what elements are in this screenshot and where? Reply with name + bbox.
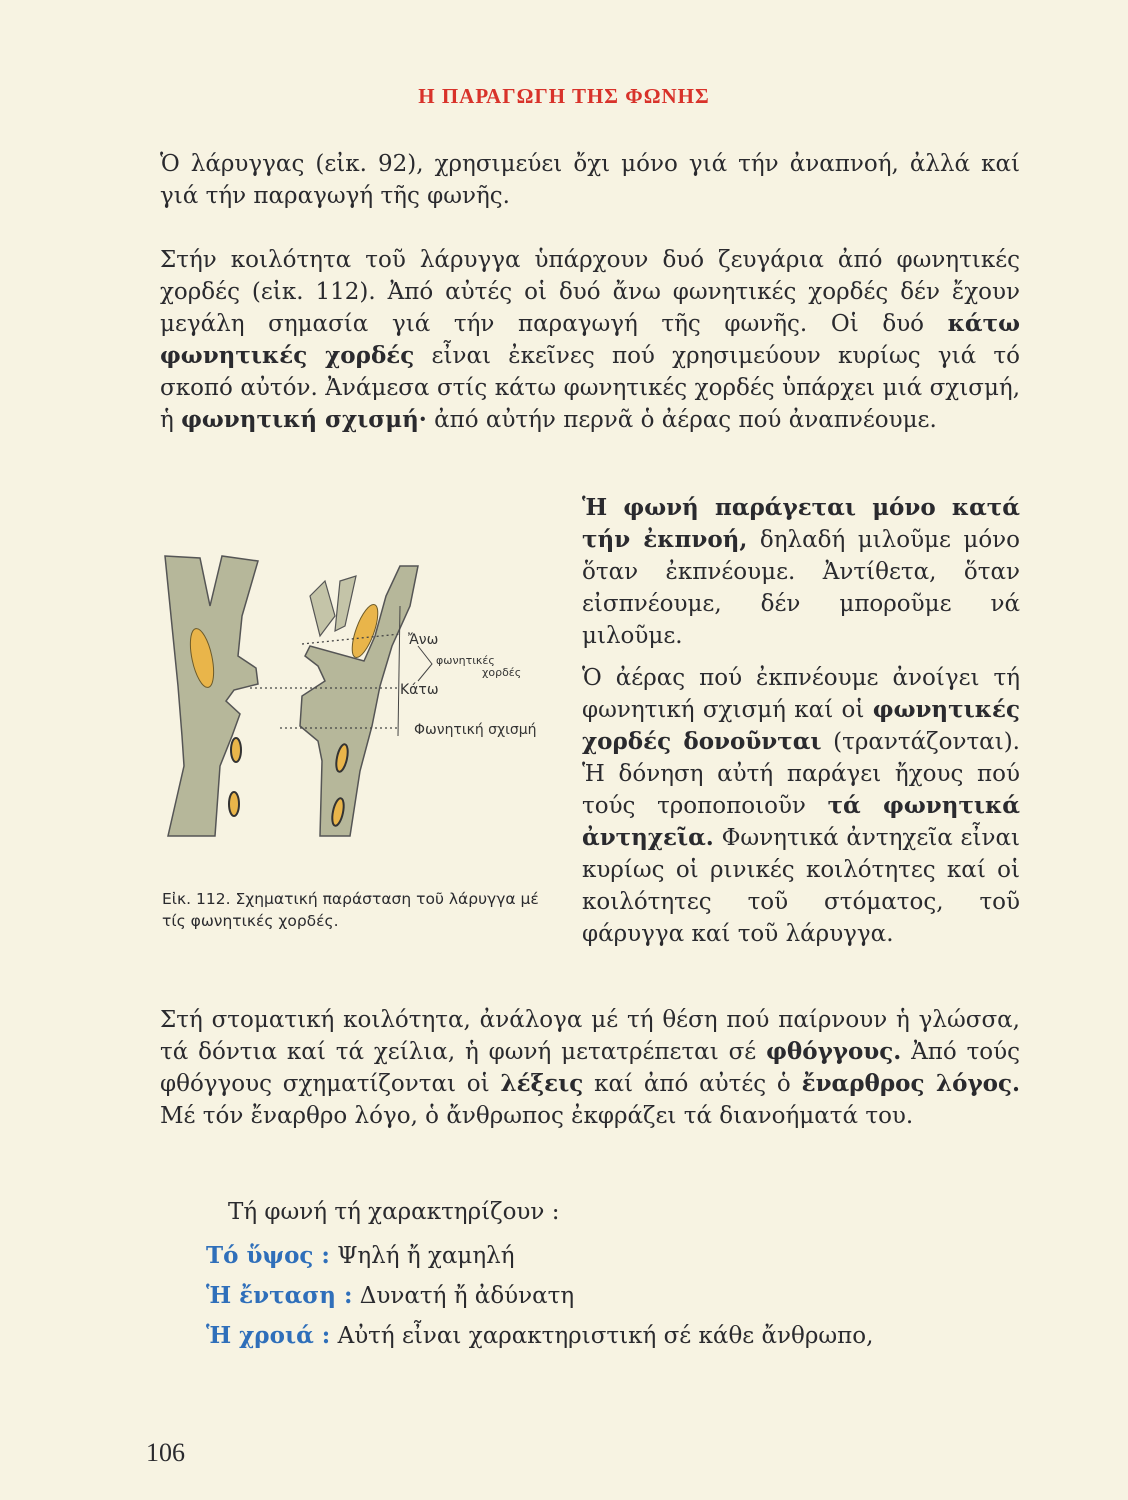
ring-left-2 bbox=[229, 792, 239, 816]
paragraph-resonators bbox=[582, 662, 1020, 950]
text-segment: Φωνητικά ἀντηχεῖα εἶναι κυρίως οἱ ρινικές κοιλότητες καί οἱ κοιλότητες τοῦ στόματος, τοῦ φάρυγγα καί τοῦ λάρυγγα. bbox=[582, 825, 1021, 947]
trait-key: Ἡ χροιά : bbox=[206, 1322, 331, 1349]
figure-caption: Εἰκ. 112. Σχηματική παράσταση τοῦ λάρυγγα μέ τίς φωνητικές χορδές. bbox=[162, 890, 539, 930]
text-segment: (τραντάζονται). Ἡ δόνηση αὐτή παράγει ἤχους πού τούς τροποποιοῦν bbox=[582, 729, 1020, 819]
page-title: Η ΠΑΡΑΓΩΓΗ ΤΗΣ ΦΩΝΗΣ bbox=[418, 84, 710, 108]
text-segment: δηλαδή μιλοῦμε μόνο ὅταν ἐκπνέουμε. Ἀντίθετα, ὅταν εἰσπνέουμε, δέν μποροῦμε νά μιλοῦμε. bbox=[582, 527, 1021, 649]
bracket bbox=[418, 646, 432, 681]
ring-left-1 bbox=[231, 738, 241, 762]
text-segment: Μέ τόν ἔναρθρο λόγο, ὁ ἄνθρωπος ἐκφράζει τά διανοήματά του. bbox=[160, 1103, 914, 1129]
trait-pitch bbox=[206, 1236, 1026, 1276]
text-segment: εἶναι ἐκεῖνες πού χρησιμεύουν κυρίως γιά τό σκοπό αὐτόν. Ἀνάμεσα στίς κάτω φωνητικές χορδές ὑπάρχει μιά σχισμή, ἡ bbox=[160, 343, 1020, 433]
label-glottis: Φωνητική σχισμή bbox=[414, 722, 537, 738]
text-segment: καί ἀπό αὐτές ὁ bbox=[594, 1071, 791, 1097]
label-cords-2: χορδές bbox=[482, 666, 522, 679]
trait-key: Τό ὕψος : bbox=[206, 1242, 330, 1269]
paragraph-larynx-intro: Ὁ λάρυγγας (εἰκ. 92), χρησιμεύει ὄχι μόνο γιά τήν ἀναπνοή, ἀλλά καί γιά τήν παραγωγή τῆς φωνῆς. bbox=[160, 151, 1020, 209]
paragraph-vocal-cords bbox=[160, 244, 1020, 436]
label-lower: Κάτω bbox=[400, 682, 439, 698]
bold-term: φωνητικές χορδές δονοῦνται bbox=[582, 696, 1020, 755]
trait-key: Ἡ ἔνταση : bbox=[206, 1282, 353, 1309]
label-cords-1: φωνητικές bbox=[436, 654, 495, 667]
bold-term: ἔναρθρος λόγος. bbox=[801, 1070, 1021, 1097]
right-fold-tip bbox=[310, 581, 335, 636]
larynx-diagram bbox=[160, 536, 570, 876]
trait-timbre bbox=[206, 1316, 1026, 1356]
larynx-figure bbox=[160, 536, 570, 876]
bold-term: Ἡ φωνή παράγεται μόνο κατά τήν ἐκπνοή, bbox=[582, 494, 1020, 553]
page-number: 106 bbox=[146, 1438, 185, 1467]
label-upper: Ἄνω bbox=[408, 632, 439, 648]
trait-value: Δυνατή ἤ ἀδύνατη bbox=[359, 1283, 575, 1309]
paragraph-exhalation bbox=[582, 492, 1020, 652]
left-wall bbox=[165, 556, 258, 836]
voice-traits-list bbox=[206, 1236, 1026, 1356]
bold-term: τά φωνητικά ἀντηχεῖα. bbox=[582, 792, 1020, 851]
text-segment: Ὁ ἀέρας πού ἐκπνέουμε ἀνοίγει τή φωνητική σχισμή καί οἱ bbox=[582, 665, 1020, 723]
bold-term: φθόγγους. bbox=[766, 1038, 902, 1065]
paragraph-characteristics-intro: Τή φωνή τή χαρακτηρίζουν : bbox=[228, 1199, 560, 1225]
bold-term: κάτω φωνητικές χορδές bbox=[160, 310, 1020, 369]
text-segment: Ἀπό τούς φθόγγους σχηματίζονται οἱ bbox=[160, 1039, 1021, 1097]
trait-intensity bbox=[206, 1276, 1026, 1316]
bold-term: φωνητική σχισμή· bbox=[181, 406, 427, 433]
trait-value: Ψηλή ἤ χαμηλή bbox=[337, 1243, 515, 1269]
text-segment: Στή στοματική κοιλότητα, ἀνάλογα μέ τή θέση πού παίρνουν ἡ γλώσσα, τά δόντια καί τά χείλια, ἡ φωνή μετατρέπεται σέ bbox=[160, 1007, 1020, 1065]
trait-value: Αὐτή εἶναι χαρακτηριστική σέ κάθε ἄνθρωπο, bbox=[337, 1323, 874, 1349]
text-segment: ἀπό αὐτήν περνᾶ ὁ ἀέρας πού ἀναπνέουμε. bbox=[434, 407, 937, 433]
right-fold-upper bbox=[335, 576, 356, 631]
paragraph-articulation bbox=[160, 1004, 1020, 1132]
bold-term: λέξεις bbox=[500, 1070, 584, 1097]
text-segment: Στήν κοιλότητα τοῦ λάρυγγα ὑπάρχουν δυό ζευγάρια ἀπό φωνητικές χορδές (εἰκ. 112). Ἀπό αὐτές οἱ δυό ἄνω φωνητικές χορδές δέν ἔχουν μεγάλη σημασία γιά τήν παραγωγή τῆς φωνῆς. Οἱ δυό bbox=[160, 247, 1020, 337]
